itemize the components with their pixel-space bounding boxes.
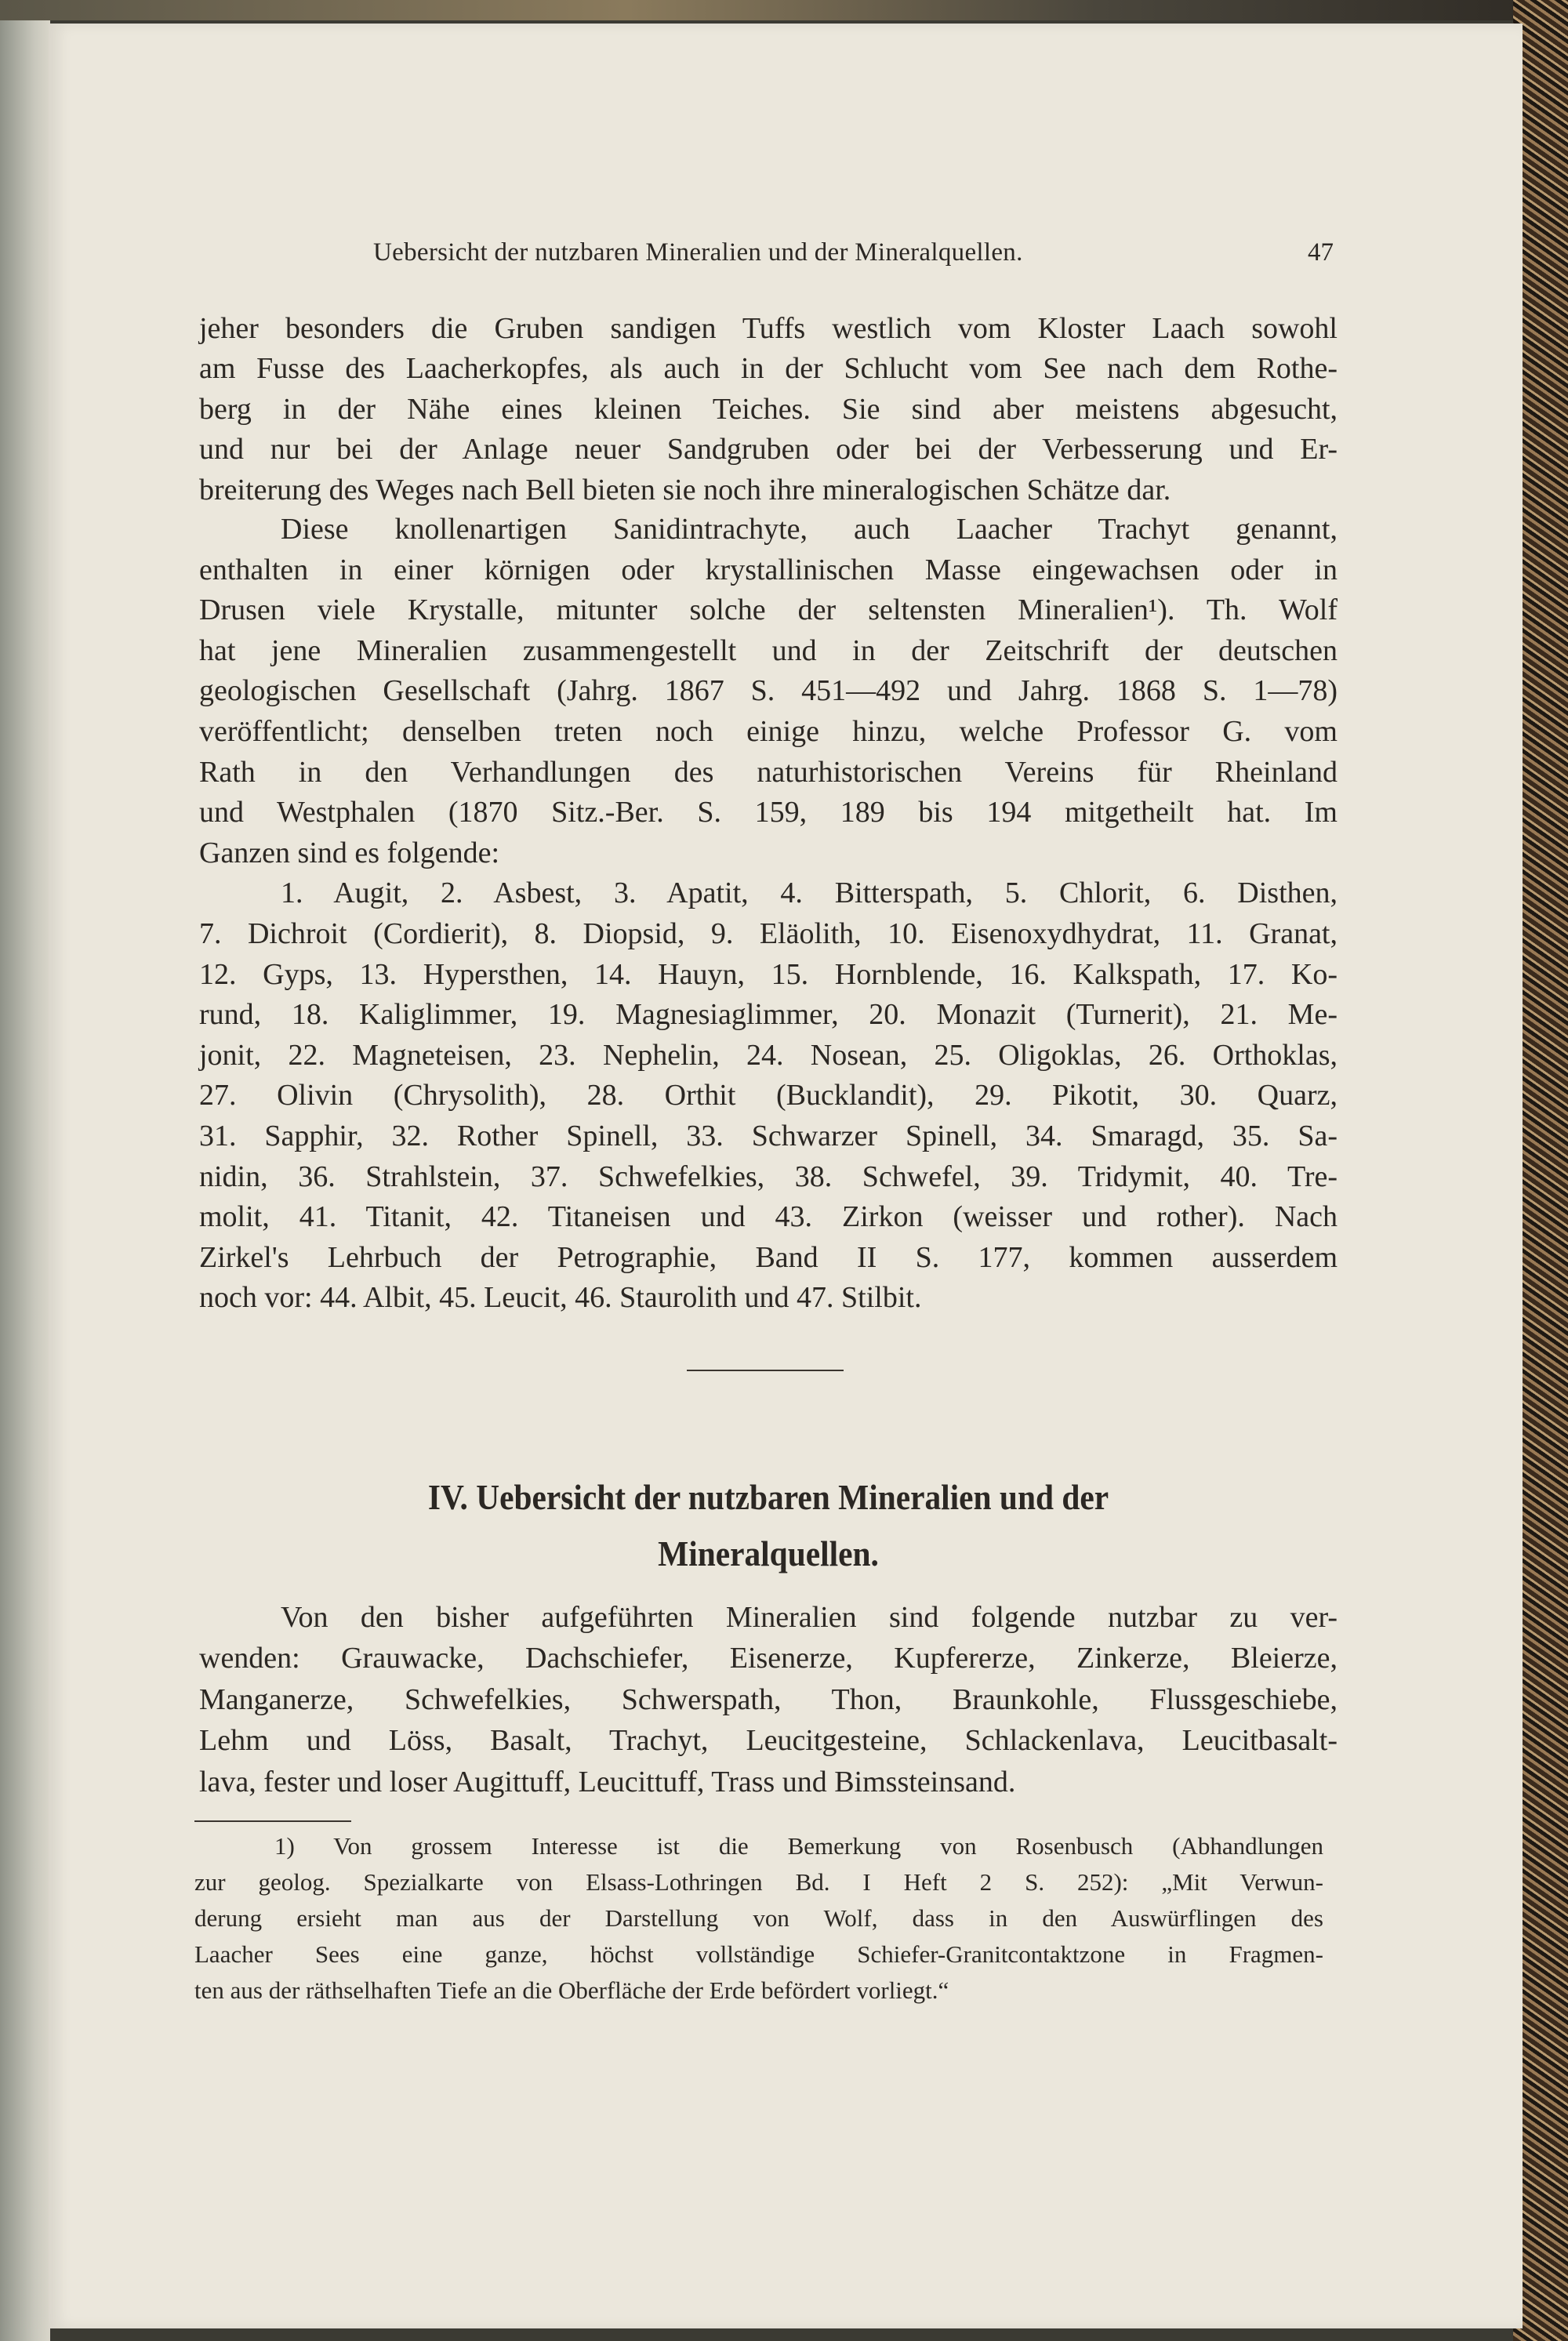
mineral-list-line: molit, 41. Titanit, 42. Titaneisen und 43. Zirkon (weisser und rother). Nach [199,1200,1338,1234]
text-line: Lehm und Löss, Basalt, Trachyt, Leucitgesteine, Schlackenlava, Leucitbasalt- [199,1724,1338,1758]
text-line: jeher besonders die Gruben sandigen Tuffs westlich vom Kloster Laach sowohl [199,312,1338,345]
mineral-list-line: 1. Augit, 2. Asbest, 3. Apatit, 4. Bitterspath, 5. Chlorit, 6. Disthen, [281,877,1338,910]
book-binding-left [0,16,50,2341]
text-line: und Westphalen (1870 Sitz.-Ber. S. 159, 189 bis 194 mitgetheilt hat. Im [199,796,1338,829]
footnote-line: Laacher Sees eine ganze, höchst vollständige Schiefer-Granitcontaktzone in Fragmen- [194,1940,1323,1968]
footnote-line: ten aus der räthselhaften Tiefe an die Oberfläche der Erde befördert vorliegt.“ [194,1976,949,2004]
footnote-line: derung ersieht man aus der Darstellung von Wolf, dass in den Auswürflingen des [194,1904,1323,1932]
running-header: Uebersicht der nutzbaren Mineralien und der Mineralquellen. [373,238,1023,267]
mineral-list-line: 31. Sapphir, 32. Rother Spinell, 33. Schwarzer Spinell, 34. Smaragd, 35. Sa- [199,1120,1338,1152]
mineral-list-line: noch vor: 44. Albit, 45. Leucit, 46. Staurolith und 47. Stilbit. [199,1281,922,1315]
footnote-line: 1) Von grossem Interesse ist die Bemerkung von Rosenbusch (Abhandlungen [274,1832,1323,1860]
section-divider [687,1370,844,1371]
section-heading: IV. Uebersicht der nutzbaren Mineralien und der [427,1477,1109,1517]
book-cover-top [0,0,1568,20]
text-line: Ganzen sind es folgende: [199,836,500,869]
mineral-list-line: 27. Olivin (Chrysolith), 28. Orthit (Bucklandit), 29. Pikotit, 30. Quarz, [199,1079,1338,1112]
page-number: 47 [1308,238,1334,267]
mineral-list-line: Zirkel's Lehrbuch der Petrographie, Band II S. 177, kommen ausserdem [199,1240,1338,1274]
text-line: am Fusse des Laacherkopfes, als auch in der Schlucht vom See nach dem Rothe- [199,352,1338,386]
mineral-list-line: rund, 18. Kaliglimmer, 19. Magnesiaglimmer, 20. Monazit (Turnerit), 21. Me- [199,998,1338,1032]
text-line: berg in der Nähe eines kleinen Teiches. Sie sind aber meistens abgesucht, [199,392,1338,426]
text-line: Von den bisher aufgeführten Mineralien sind folgende nutzbar zu ver- [281,1601,1338,1634]
footnote-divider [194,1820,351,1822]
mineral-list-line: 12. Gyps, 13. Hypersthen, 14. Hauyn, 15. Hornblende, 16. Kalkspath, 17. Ko- [199,957,1338,991]
text-line: breiterung des Weges nach Bell bieten sie noch ihre mineralogischen Schätze dar. [199,473,1171,506]
mineral-list-line: 7. Dichroit (Cordierit), 8. Diopsid, 9. Eläolith, 10. Eisenoxydhydrat, 11. Granat, [199,917,1338,950]
text-line: und nur bei der Anlage neuer Sandgruben oder bei der Verbesserung und Er- [199,433,1338,466]
text-line: hat jene Mineralien zusammengestellt und in der Zeitschrift der deutschen [199,633,1338,667]
mineral-list-line: jonit, 22. Magneteisen, 23. Nephelin, 24. Nosean, 25. Oligoklas, 26. Orthoklas, [199,1038,1338,1072]
text-line: Diese knollenartigen Sanidintrachyte, auch Laacher Trachyt genannt, [281,513,1338,546]
text-line: lava, fester und loser Augittuff, Leucittuff, Trass und Bimssteinsand. [199,1765,1016,1798]
text-line: Manganerze, Schwefelkies, Schwerspath, Thon, Braunkohle, Flussgeschiebe, [199,1682,1338,1716]
text-line: geologischen Gesellschaft (Jahrg. 1867 S. 451—492 und Jahrg. 1868 S. 1—78) [199,674,1338,708]
section-heading-cont: Mineralquellen. [658,1533,879,1573]
text-line: wenden: Grauwacke, Dachschiefer, Eisenerze, Kupfererze, Zinkerze, Bleierze, [199,1642,1338,1675]
text-line: enthalten in einer körnigen oder krystallinischen Masse eingewachsen oder in [199,553,1338,586]
text-line: veröffentlicht; denselben treten noch einige hinzu, welche Professor G. vom [199,715,1338,748]
mineral-list-line: nidin, 36. Strahlstein, 37. Schwefelkies, 38. Schwefel, 39. Tridymit, 40. Tre- [199,1160,1338,1193]
footnote-line: zur geolog. Spezialkarte von Elsass-Lothringen Bd. I Heft 2 S. 252): „Mit Verwun- [194,1868,1323,1896]
text-line: Rath in den Verhandlungen des naturhistorischen Vereins für Rheinland [199,755,1338,789]
text-line: Drusen viele Krystalle, mitunter solche der seltensten Mineralien¹). Th. Wolf [199,593,1338,627]
